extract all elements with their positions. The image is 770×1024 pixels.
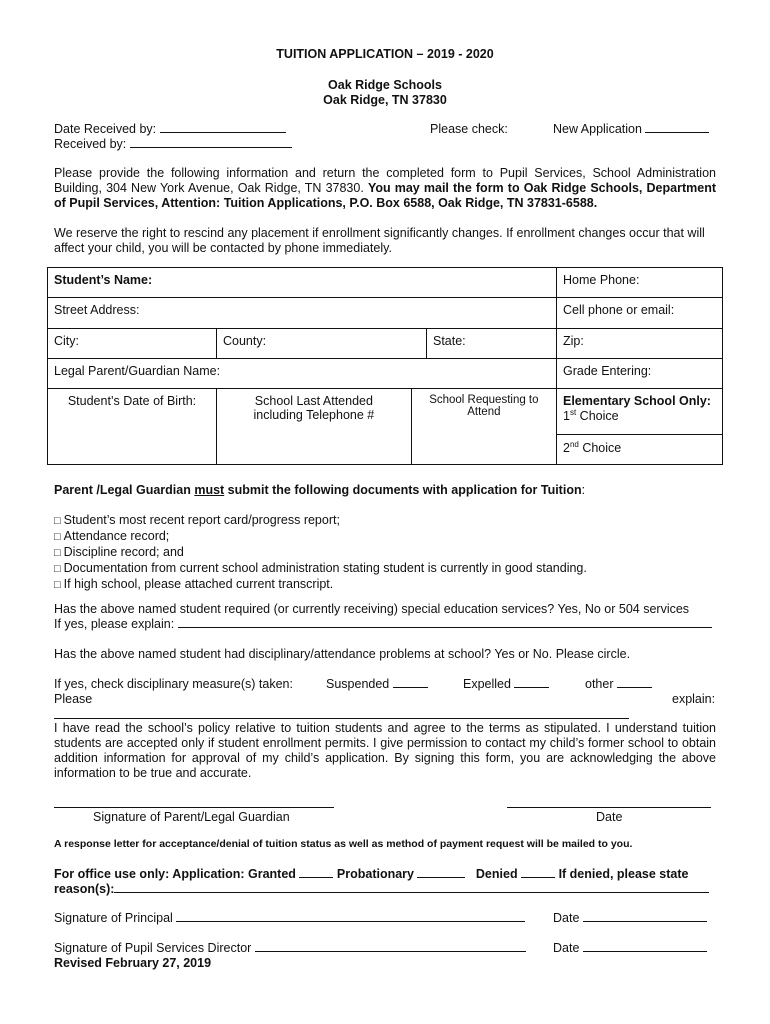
- first-choice-cell[interactable]: [557, 389, 723, 435]
- director-date-field[interactable]: [583, 951, 707, 952]
- checkbox-icon[interactable]: □: [54, 563, 61, 575]
- document-item[interactable]: [54, 529, 587, 545]
- parent-signature-line[interactable]: [54, 807, 334, 808]
- document-item-label: If high school, please attached current transcript.: [63, 577, 334, 591]
- requesting-school-cell[interactable]: [411, 389, 556, 465]
- denied-label: Denied: [475, 867, 518, 881]
- state-cell[interactable]: State:: [427, 329, 557, 359]
- first-choice-label: [563, 408, 716, 423]
- last-school-cell[interactable]: [217, 389, 412, 465]
- new-application-row: [553, 122, 709, 136]
- response-note: A response letter for acceptance/denial of tuition status as well as method of payment request will be mailed to you.: [54, 838, 633, 850]
- suspended-label: Suspended: [326, 677, 390, 691]
- intro-paragraph: [54, 166, 716, 211]
- cell-email-cell[interactable]: Cell phone or email:: [557, 298, 723, 329]
- parent-signature-label: Signature of Parent/Legal Guardian: [93, 810, 290, 824]
- first-choice-text: Choice: [576, 409, 619, 424]
- document-item[interactable]: [54, 561, 587, 577]
- special-ed-explain-field[interactable]: [178, 627, 712, 628]
- expelled-field[interactable]: [514, 687, 549, 688]
- requesting-school-label: School Requesting to Attend: [429, 394, 539, 418]
- first-choice-number: 1: [563, 409, 570, 424]
- denied-field[interactable]: [521, 877, 555, 878]
- checkbox-icon[interactable]: □: [54, 515, 61, 527]
- special-ed-question: Has the above named student required (or currently receiving) special education services? Yes, No or 504 services: [54, 602, 690, 616]
- document-item-label: Discipline record; and: [63, 545, 184, 559]
- document-item-label: Student’s most recent report card/progress report;: [63, 513, 340, 527]
- reasons-label: reason(s):: [54, 882, 115, 896]
- reasons-field[interactable]: [114, 892, 709, 893]
- principal-signature-field[interactable]: [176, 921, 525, 922]
- director-row: [54, 941, 526, 955]
- please-check-label: Please check:: [430, 122, 508, 136]
- principal-label: Signature of Principal: [54, 911, 173, 925]
- suspended-field[interactable]: [393, 687, 428, 688]
- org-name: Oak Ridge Schools: [328, 78, 442, 92]
- documents-heading-must: must: [194, 483, 225, 497]
- agreement-paragraph: I have read the school’s policy relative to tuition students and agree to the terms as stipulated. I understand tuition students are accepted only if student enrollment permits. I give permission to contact my child’s former school to obtain addition information for approval of my child’s application. By signing this form, you are acknowledging the above information to be true and accurate.: [54, 721, 716, 780]
- form-title: TUITION APPLICATION – 2019 - 2020: [276, 47, 494, 61]
- principal-date-row: [553, 911, 707, 925]
- suspended-row: [326, 677, 428, 691]
- reasons-row: [54, 882, 709, 896]
- documents-heading-b: submit the following documents with application for Tuition: [224, 483, 582, 497]
- director-label: Signature of Pupil Services Director: [54, 941, 252, 955]
- special-ed-explain-row: [54, 617, 712, 631]
- new-application-field[interactable]: [645, 132, 709, 133]
- principal-date-label: Date: [553, 911, 580, 925]
- director-signature-field[interactable]: [255, 951, 526, 952]
- special-ed-explain-label: If yes, please explain:: [54, 617, 175, 631]
- documents-list: [54, 513, 587, 593]
- checkbox-icon[interactable]: □: [54, 531, 61, 543]
- new-application-label: New Application: [553, 122, 642, 136]
- checkbox-icon[interactable]: □: [54, 547, 61, 559]
- rescind-paragraph: We reserve the right to rescind any placement if enrollment significantly changes. If enrollment changes occur that will affect your child, you will be contacted by phone immediately.: [54, 226, 705, 255]
- student-info-table: [47, 267, 723, 465]
- received-by-row: [54, 137, 292, 151]
- granted-field[interactable]: [299, 877, 333, 878]
- second-choice-cell[interactable]: [557, 435, 723, 465]
- document-item[interactable]: [54, 577, 587, 593]
- intro-plain: Please provide the following information and return the completed form to Pupil Services, School Administration Building, 304 New York Avenue, Oak Ridge, TN 37830.: [54, 166, 716, 195]
- other-field[interactable]: [617, 687, 652, 688]
- second-choice-ordinal: nd: [569, 440, 579, 449]
- director-date-row: [553, 941, 707, 955]
- street-address-cell[interactable]: Street Address:: [48, 298, 557, 329]
- revised-date: Revised February 27, 2019: [54, 956, 212, 970]
- date-received-field[interactable]: [160, 132, 286, 133]
- second-choice-text: Choice: [578, 441, 622, 456]
- principal-row: [54, 911, 525, 925]
- second-choice-number: 2: [563, 441, 570, 456]
- document-item[interactable]: [54, 545, 587, 561]
- explain-label: explain:: [672, 692, 716, 706]
- office-lead: For office use only: Application: Granted: [54, 867, 296, 881]
- guardian-name-cell[interactable]: Legal Parent/Guardian Name:: [48, 359, 557, 389]
- home-phone-cell[interactable]: Home Phone:: [557, 268, 723, 298]
- documents-heading-colon: :: [581, 483, 586, 497]
- date-received-label: Date Received by:: [54, 122, 157, 136]
- measures-label: If yes, check disciplinary measure(s) taken:: [54, 677, 293, 691]
- document-item-label: Attendance record;: [63, 529, 170, 543]
- zip-cell[interactable]: Zip:: [557, 329, 723, 359]
- county-cell[interactable]: County:: [217, 329, 427, 359]
- date-received-row: [54, 122, 286, 136]
- intro-mail-address: You may mail the form to Oak Ridge Schools, Department of Pupil Services, Attention: Tuition Applications, P.O. Box 6588, Oak Ridge, TN 37831-6588.: [54, 181, 716, 210]
- expelled-label: Expelled: [463, 677, 511, 691]
- explain-line[interactable]: [54, 718, 629, 719]
- probationary-field[interactable]: [417, 877, 465, 878]
- first-choice-ordinal: st: [569, 408, 577, 417]
- grade-entering-cell[interactable]: Grade Entering:: [557, 359, 723, 389]
- org-address: Oak Ridge, TN 37830: [323, 93, 447, 107]
- if-denied-label: If denied, please state: [558, 867, 689, 881]
- principal-date-field[interactable]: [583, 921, 707, 922]
- director-date-label: Date: [553, 941, 580, 955]
- probationary-label: Probationary: [336, 867, 414, 881]
- dob-cell[interactable]: [48, 389, 217, 465]
- city-cell[interactable]: City:: [48, 329, 217, 359]
- discipline-question: Has the above named student had disciplinary/attendance problems at school? Yes or No. Please circle.: [54, 647, 631, 661]
- parent-date-line[interactable]: [507, 807, 711, 808]
- received-by-field[interactable]: [130, 147, 292, 148]
- documents-heading: [54, 483, 585, 497]
- student-name-cell[interactable]: Student’s Name:: [48, 268, 557, 298]
- parent-date-label: Date: [596, 810, 623, 824]
- dob-label: Student’s Date of Birth:: [67, 394, 197, 408]
- checkbox-icon[interactable]: □: [54, 579, 61, 591]
- document-item-label: Documentation from current school administration stating student is currently in good standing.: [63, 561, 587, 575]
- other-label: other: [585, 677, 614, 691]
- other-row: [585, 677, 652, 691]
- expelled-row: [463, 677, 549, 691]
- please-label: Please: [54, 692, 93, 706]
- elementary-only-label: Elementary School Only:: [563, 394, 711, 408]
- last-school-label: School Last Attended including Telephone #: [253, 394, 375, 422]
- documents-heading-a: Parent /Legal Guardian: [54, 483, 195, 497]
- received-by-label: Received by:: [54, 137, 127, 151]
- document-item[interactable]: [54, 513, 587, 529]
- office-use-row: [54, 867, 688, 881]
